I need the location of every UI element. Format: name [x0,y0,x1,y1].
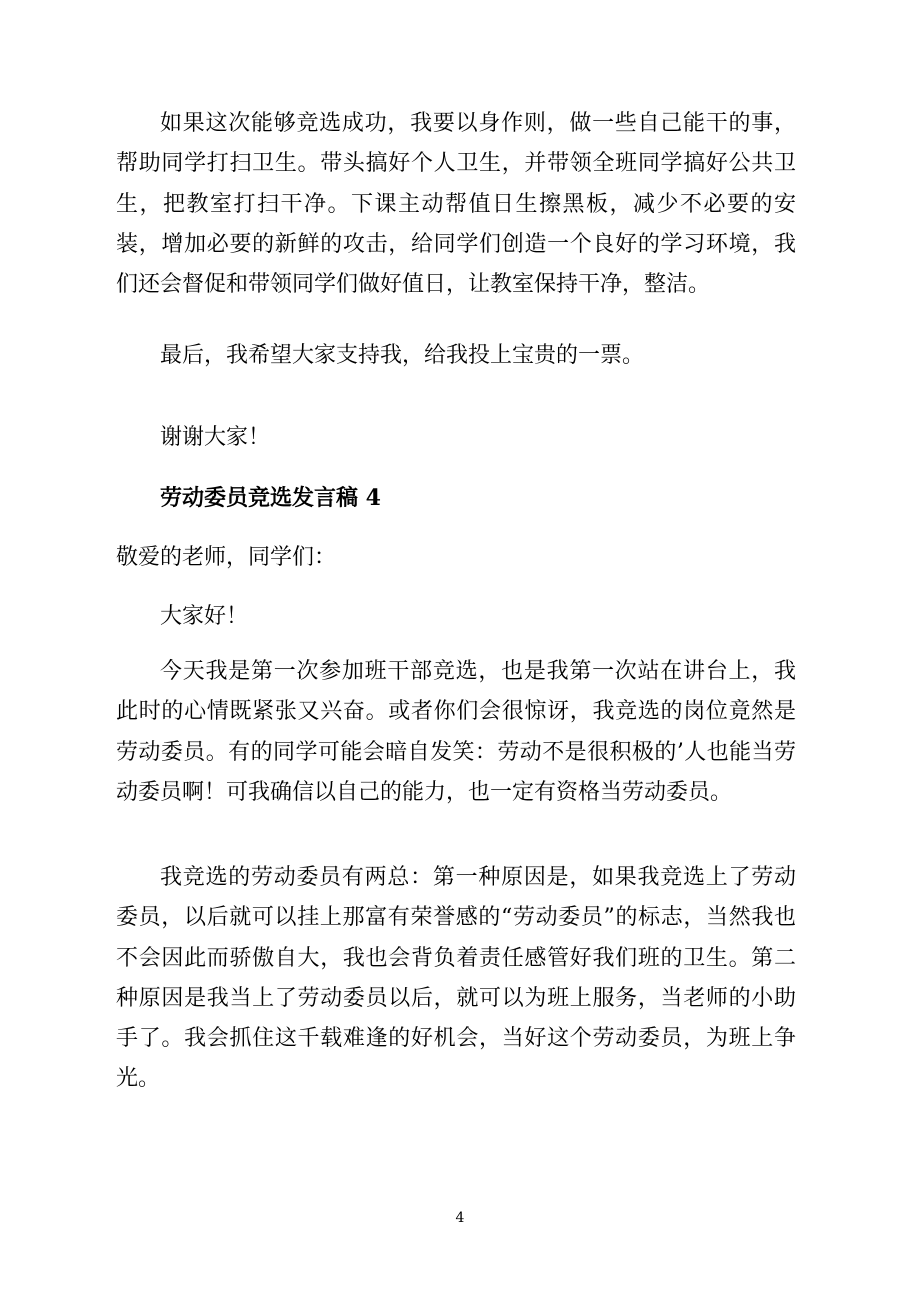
paragraph-campaign-plan: 如果这次能够竞选成功，我要以身作则，做一些自己能干的事，帮助同学打扫卫生。带头搞好个人卫生，并带领全班同学搞好公共卫生，把教室打扫干净。下课主动帮值日生擦黑板，减少不必要的安装，增加必要的新鲜的攻击，给同学们创造一个良好的学习环境，我们还会督促和带领同学们做好值日，让教室保持干净，整洁。 [116,111,796,298]
section-heading: 劳动委员竞选发言稿 4 [160,485,381,511]
greeting: 大家好！ [160,604,249,629]
paragraph-thanks: 谢谢大家！ [160,425,271,450]
paragraph-request-vote: 最后，我希望大家支持我，给我投上宝贵的一票。 [160,343,645,368]
paragraph-reasons: 我竞选的劳动委员有两总：第一种原因是，如果我竞选上了劳动委员，以后就可以挂上那富有荣誉感的“劳动委员”的标志，当然我也不会因此而骄傲自大，我也会背负着责任感管好我们班的卫生。第二种原因是我当上了劳动委员以后，就可以为班上服务，当老师的小助手了。我会抓住这千载难逢的好机会，当好这个劳动委员，为班上争光。 [116,865,796,1092]
salutation: 敬爱的老师，同学们： [116,545,337,570]
paragraph-introduction: 今天我是第一次参加班干部竞选，也是我第一次站在讲台上，我此时的心情既紧张又兴奋。或者你们会很惊讶，我竞选的岗位竟然是劳动委员。有的同学可能会暗自发笑：劳动不是很积极的’人也能当劳动委员啊！可我确信以自己的能力，也一定有资格当劳动委员。 [116,659,796,805]
page-number: 4 [455,1210,465,1226]
